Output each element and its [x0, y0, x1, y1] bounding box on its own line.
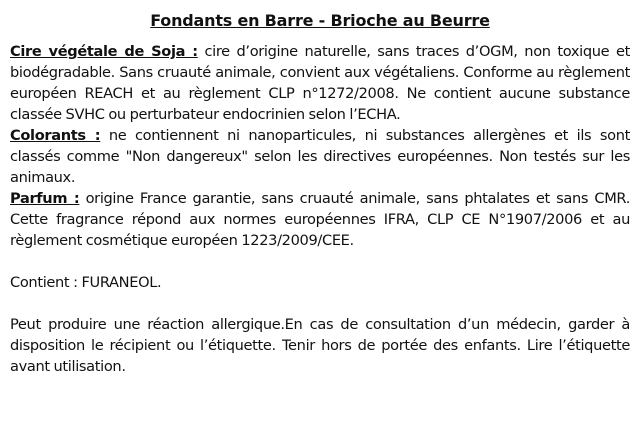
- spacer: [10, 251, 630, 272]
- label-document: [10, 10, 630, 377]
- section-label-fragrance: Parfum :: [10, 190, 80, 207]
- section-text-colorants: ne contiennent ni nanoparticules, ni substances allergènes et ils sont classés comme "Non dangereux" selon les directives européennes. Non testés sur les animaux.: [10, 127, 631, 186]
- document-title: Fondants en Barre - Brioche au Beurre: [150, 11, 490, 30]
- section-colorants: [10, 125, 630, 188]
- section-soy-wax: [10, 41, 630, 125]
- section-text-fragrance: origine France garantie, sans cruauté animale, sans phtalates et sans CMR. Cette fragrance répond aux normes européennes IFRA, CLP CE N°1907/2006 et au règlement cosmétique européen 1223/2009/CEE.: [10, 190, 630, 249]
- contains-statement: Contient : FURANEOL.: [10, 274, 162, 291]
- section-label-soy-wax: Cire végétale de Soja :: [10, 43, 198, 60]
- safety-warning: Peut produire une réaction allergique.En cas de consultation d’un médecin, garder à disposition le récipient ou l’étiquette. Tenir hors de portée des enfants. Lire l’étiquette avant utilisation.: [10, 316, 630, 375]
- section-text-soy-wax: cire d’origine naturelle, sans traces d’OGM, non toxique et biodégradable. Sans cruauté animale, convient aux végétaliens. Conforme au règlement européen REACH et au règlement CLP n°1272/2008. Ne contient aucune substance classée SVHC ou perturbateur endocrinien selon l’ECHA.: [10, 43, 630, 123]
- spacer: [10, 293, 630, 314]
- section-fragrance: [10, 188, 630, 251]
- section-label-colorants: Colorants :: [10, 127, 101, 144]
